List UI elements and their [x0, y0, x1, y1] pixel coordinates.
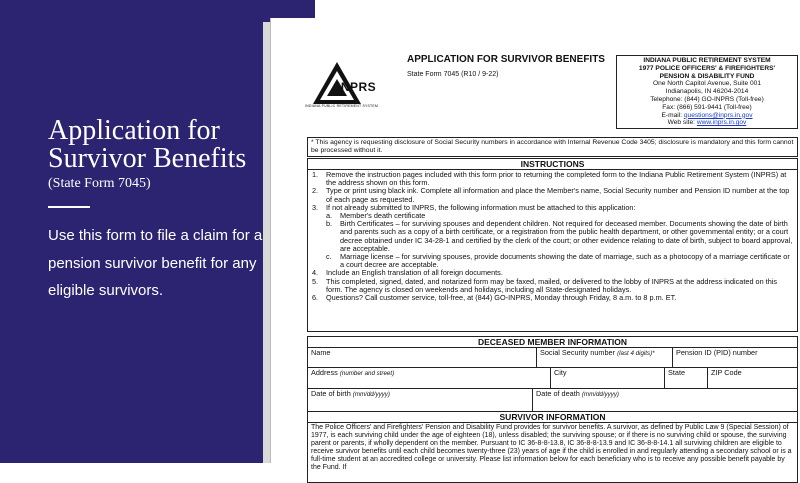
deceased-member-heading: DECEASED MEMBER INFORMATION [307, 336, 798, 348]
agency-line2: 1977 POLICE OFFICERS' & FIREFIGHTERS' [638, 64, 776, 72]
logo-subtext: INDIANA PUBLIC RETIREMENT SYSTEM [305, 104, 379, 108]
form-title: APPLICATION FOR SURVIVOR BENEFITS [407, 54, 605, 65]
agency-fax: Fax: (866) 591-9441 (Toll-free) [662, 103, 752, 111]
form-document-preview[interactable] [270, 18, 800, 472]
email-link[interactable]: questions@inprs.in.gov [683, 111, 753, 119]
date-of-death-field[interactable]: Date of death (mm/dd/yyyy) [532, 388, 798, 412]
instruction-item: 5. This completed, signed, dated, and notarized form may be faxed, mailed, or delivered to the lobby of INPRS at the address indicated on this form. The agency is closed on weekends and holidays, including all State-designated holidays. [312, 276, 778, 294]
instructions-heading: INSTRUCTIONS [307, 158, 798, 170]
ssn-notice: * This agency is requesting disclosure of Social Security numbers in accordance with Internal Revenue Code 3405; disclosure is mandatory and this form cannot be processed without it. [307, 137, 798, 157]
page-description: Use this form to file a claim for a pension survivor benefit for any eligible survivors. [48, 227, 263, 299]
website-label: Web site: [667, 119, 696, 127]
agency-box [616, 55, 798, 129]
state-field[interactable]: State [664, 367, 708, 389]
agency-address2: Indianapolis, IN 46204-2014 [665, 88, 749, 96]
instruction-subitem: a. Member's death certificate [326, 211, 426, 221]
zip-field[interactable]: ZIP Code [707, 367, 798, 389]
title-divider [48, 206, 90, 208]
instruction-item: 1. Remove the instruction pages included with this form prior to returning the completed form to the Indiana Public Retirement System (INPRS) at the address shown on this form. [312, 170, 787, 188]
name-field[interactable]: Name [307, 347, 537, 368]
instruction-item: 6. Questions? Call customer service, toll-free, at (844) GO-INPRS, Monday through Friday, 8 a.m. to 8 p.m. ET. [312, 293, 677, 303]
form-number: State Form 7045 (R10 / 9-22) [407, 71, 499, 78]
survivor-heading: SURVIVOR INFORMATION [307, 412, 798, 423]
page-subtitle: (State Form 7045) [48, 176, 151, 191]
instruction-item: 2. Type or print using black ink. Complete all information and place the Member's name, Social Security number and Pension ID number at the top of each page as requested. [312, 186, 790, 204]
instruction-item: 4. Include an English translation of all foreign documents. [312, 268, 503, 278]
agency-telephone: Telephone: (844) GO-INPRS (Toll-free) [650, 95, 764, 103]
page-title: Application for Survivor Benefits [48, 115, 247, 174]
instruction-subitem: b. Birth Certificates – for surviving spouses and dependent children. Not required for deceased member. Documents showing the date of birth and parents such as a copy of a birth certificate, or a registration from the public health department, or other governmental entity; or a court decree obtained under IC 34-28-1 and certified by the clerk of the court; or other evidence relating to date of birth, subject to board approval, are acceptable. [326, 219, 793, 253]
ssn-field[interactable]: Social Security number (last 4 digits)* [536, 347, 673, 368]
agency-line1: INDIANA PUBLIC RETIREMENT SYSTEM [643, 57, 771, 64]
email-label: E-mail: [661, 111, 683, 119]
instruction-item: 3. If not already submitted to INPRS, the following information must be attached to this application: [312, 202, 636, 212]
logo-text: INPRS [337, 80, 377, 94]
agency-address1: One North Capitol Avenue, Suite 001 [652, 80, 761, 88]
city-field[interactable]: City [550, 367, 665, 389]
instructions-list [307, 170, 798, 332]
survivor-text: The Police Officers' and Firefighters' Pension and Disability Fund provides for survivor benefits. A survivor, as defined by Public Law 9 (Special Session) of 1977, is each surviving child under the age of eighteen (18), unless disabled; the surviving spouse; or if there is no surviving child or spouse, the surviving parent or parents, if wholly dependent on the member. Pursuant to IC 36-8-8-13.8, IC 36-8-8-13.9 and IC 36-8-8-14.1 all surviving children are eligible to receive survivor benefits until each child becomes twenty-three (23) years of age if the child is enrolled in and regularly attending a secondary school or is a full-time student at an accredited college or university. Please list information below for each beneficiary who is to receive any possible benefit payable by the Fund. If [307, 423, 798, 483]
address-field[interactable]: Address (number and street) [307, 367, 551, 389]
pension-id-field[interactable]: Pension ID (PID) number [672, 347, 798, 368]
website-link[interactable]: www.inprs.in.gov [696, 119, 747, 127]
instruction-subitem: c. Marriage license – for surviving spouses, provide documents showing the date of marriage, such as a photocopy of a marriage certificate or a court decree are acceptable. [326, 252, 790, 270]
date-of-birth-field[interactable]: Date of birth (mm/dd/yyyy) [307, 388, 533, 412]
agency-line3: PENSION & DISABILITY FUND [659, 72, 755, 80]
